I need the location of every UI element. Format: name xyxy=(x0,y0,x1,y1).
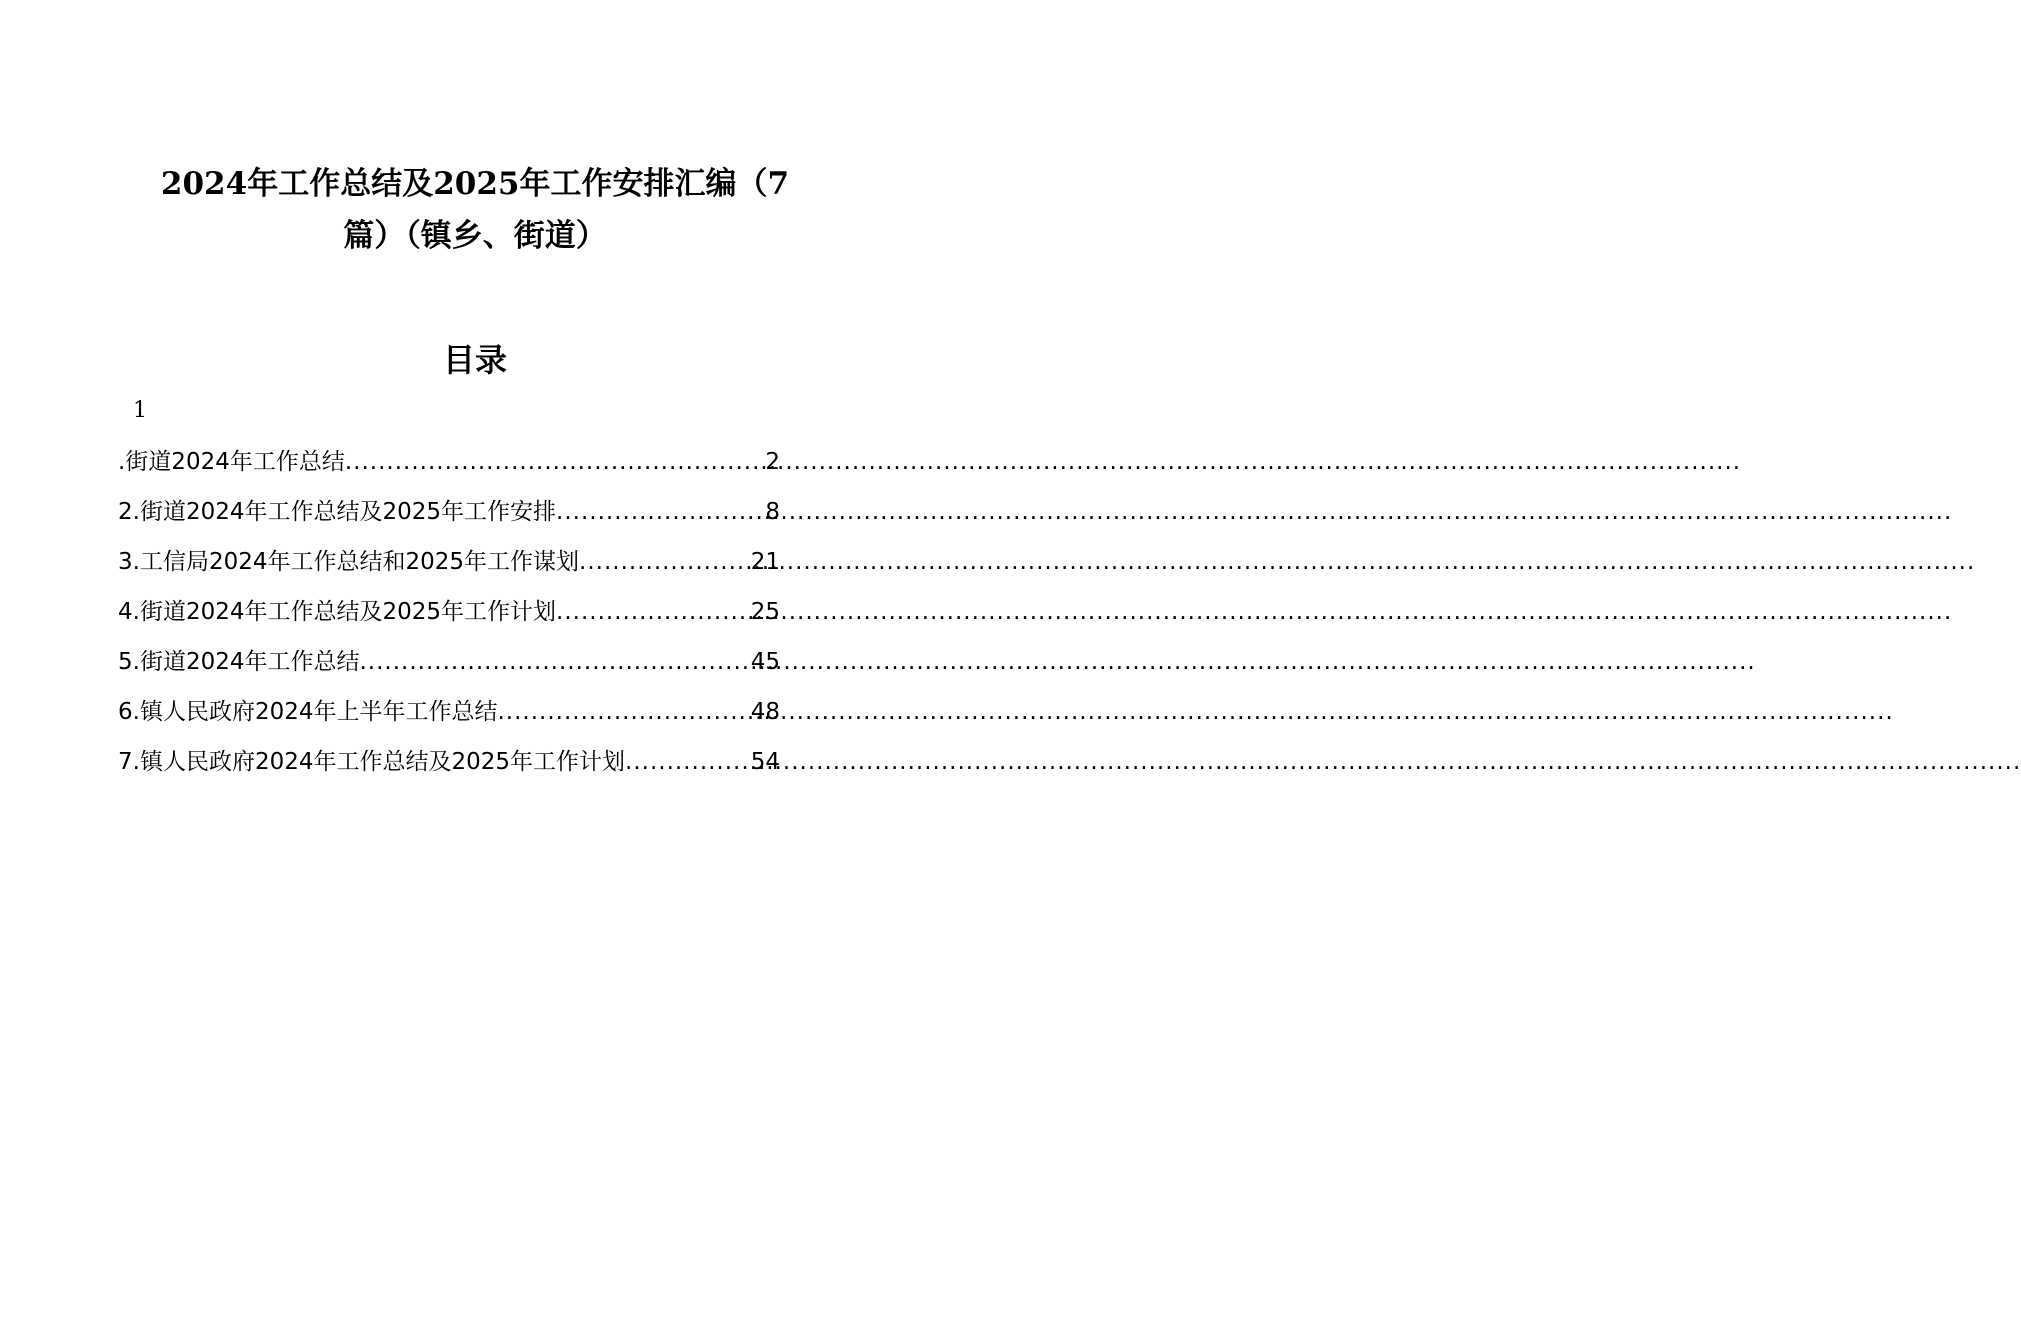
toc-dot-leader xyxy=(556,487,763,537)
toc-entry-1[interactable] xyxy=(118,437,780,487)
toc-entry-label: 6.镇人民政府2024年上半年工作总结 xyxy=(118,699,498,725)
toc-entry-4[interactable] xyxy=(118,587,780,637)
toc-entry-label: 2.街道2024年工作总结及2025年工作安排 xyxy=(118,499,557,525)
document-title-line-2: 篇）（镇乡、街道） xyxy=(343,218,607,254)
toc-entry-label: 7.镇人民政府2024年工作总结及2025年工作计划 xyxy=(118,749,626,775)
toc-entry-6[interactable] xyxy=(118,687,780,737)
toc-page-number: 45 xyxy=(750,649,780,675)
toc-page-number: 2 xyxy=(765,449,780,475)
toc-entry-3[interactable] xyxy=(118,537,780,587)
toc-page-number: 54 xyxy=(750,749,780,775)
toc-heading: 目录 xyxy=(442,341,507,379)
toc-entry-7[interactable] xyxy=(118,737,780,787)
toc-page-number: 25 xyxy=(750,599,780,625)
toc-entry-label: 5.街道2024年工作总结 xyxy=(118,649,360,675)
toc-entry-5[interactable] xyxy=(118,637,780,687)
toc-entry-2[interactable] xyxy=(118,487,780,537)
toc-dot-leader xyxy=(359,637,748,687)
toc-dot-leader xyxy=(497,687,748,737)
toc-page-number: 48 xyxy=(750,699,780,725)
toc-dot-leader xyxy=(579,537,749,587)
toc-dot-leader xyxy=(556,587,749,637)
toc-page-number: 21 xyxy=(750,549,780,575)
toc-dot-leader xyxy=(345,437,764,487)
toc-entry-label: .街道2024年工作总结 xyxy=(118,449,345,475)
table-of-contents xyxy=(118,437,780,787)
toc-entry-label: 3.工信局2024年工作总结和2025年工作谋划 xyxy=(118,549,580,575)
document-title-line-1: 2024年工作总结及2025年工作安排汇编（7 xyxy=(160,166,790,202)
stray-number: 1 xyxy=(133,398,147,423)
toc-entry-label: 4.街道2024年工作总结及2025年工作计划 xyxy=(118,599,557,625)
toc-dot-leader xyxy=(625,737,749,787)
toc-page-number: 8 xyxy=(765,499,780,525)
